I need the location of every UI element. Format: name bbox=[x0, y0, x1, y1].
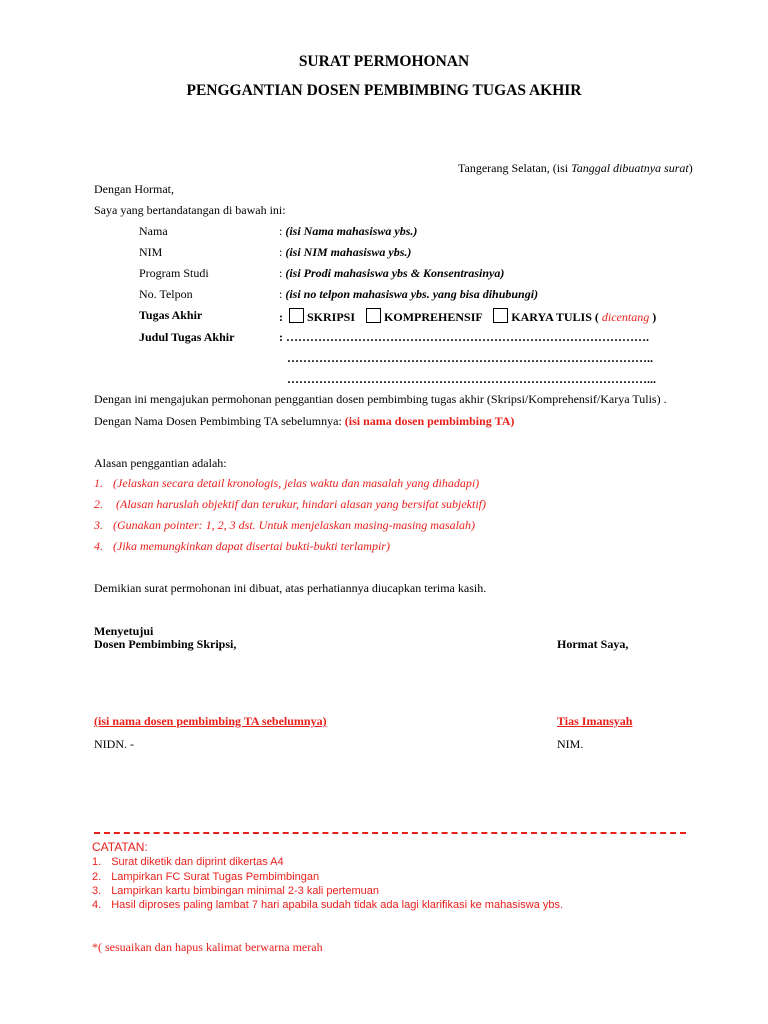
document-title: SURAT PERMOHONAN bbox=[298, 53, 470, 70]
footnote: *( sesuaikan dan hapus kalimat berwarna merah bbox=[92, 940, 323, 954]
judul-line-2: ……………………………………………………………………………….. bbox=[287, 351, 653, 365]
place-date-placeholder: Tanggal dibuatnya surat bbox=[571, 161, 689, 175]
option-karya-tulis: KARYA TULIS ( bbox=[511, 310, 599, 324]
place-date-suffix: ) bbox=[688, 161, 693, 175]
previous-dosen: Dengan Nama Dosen Pembimbing TA sebelumnya: (isi nama dosen pembimbing TA) bbox=[94, 414, 515, 428]
alasan-item: 1. (Jelaskan secara detail kronologis, jelas waktu dan masalah yang dihadapi) bbox=[94, 476, 480, 490]
document-subtitle: PENGGANTIAN DOSEN PEMBIMBING TUGAS AKHIR bbox=[186, 82, 582, 99]
previous-dosen-value: (isi nama dosen pembimbing TA) bbox=[344, 414, 515, 428]
judul-line-3: ………………………………………………………………………………... bbox=[287, 372, 656, 386]
field-value-prodi: : (isi Prodi mahasiswa ybs & Konsentrasinya) bbox=[279, 266, 505, 280]
option-komprehensif: KOMPREHENSIF bbox=[384, 310, 483, 324]
sign-right-line1: Hormat Saya, bbox=[557, 637, 629, 651]
sign-left-name: (isi nama dosen pembimbing TA sebelumnya) bbox=[94, 714, 327, 728]
judul-label: Judul Tugas Akhir bbox=[139, 330, 235, 344]
sign-left-line2: Dosen Pembimbing Skripsi, bbox=[94, 637, 237, 651]
field-value-nim: : (isi NIM mahasiswa ybs.) bbox=[279, 245, 412, 259]
dashed-divider bbox=[94, 832, 686, 834]
field-label-telpon: No. Telpon bbox=[139, 287, 193, 301]
alasan-item: 3. (Gunakan pointer: 1, 2, 3 dst. Untuk menjelaskan masing-masing masalah) bbox=[94, 518, 475, 532]
greeting: Dengan Hormat, bbox=[94, 182, 174, 196]
sign-right-id: NIM. bbox=[557, 737, 584, 751]
field-label-prodi: Program Studi bbox=[139, 266, 209, 280]
alasan-title: Alasan penggantian adalah: bbox=[94, 456, 227, 470]
tugas-akhir-label: Tugas Akhir bbox=[139, 308, 203, 322]
field-label-nim: NIM bbox=[139, 245, 163, 259]
checkbox-komprehensif[interactable] bbox=[366, 308, 381, 323]
request-text: Dengan ini mengajukan permohonan penggantian dosen pembimbing tugas akhir (Skripsi/Komprehensif/Karya Tulis) . bbox=[94, 392, 667, 406]
catatan-item: 4. Hasil diproses paling lambat 7 hari apabila sudah tidak ada lagi klarifikasi ke mahasiswa ybs. bbox=[92, 899, 564, 911]
checkbox-skripsi[interactable] bbox=[289, 308, 304, 323]
sign-right-name: Tias Imansyah bbox=[557, 714, 633, 728]
option-skripsi: SKRIPSI bbox=[307, 310, 356, 324]
sign-left-line1: Menyetujui bbox=[94, 624, 154, 638]
closing-text: Demikian surat permohonan ini dibuat, atas perhatiannya diucapkan terima kasih. bbox=[94, 581, 487, 595]
option-note: dicentang bbox=[601, 310, 650, 324]
catatan-item: 1. Surat diketik dan diprint dikertas A4 bbox=[92, 856, 284, 868]
catatan-title: CATATAN: bbox=[92, 840, 148, 854]
tugas-akhir-options: : SKRIPSI KOMPREHENSIF KARYA TULIS ( dicentang ) bbox=[279, 310, 657, 324]
alasan-item: 2. (Alasan haruslah objektif dan terukur, hindari alasan yang bersifat subjektif) bbox=[94, 497, 486, 511]
field-value-nama: : (isi Nama mahasiswa ybs.) bbox=[279, 224, 418, 238]
field-label-nama: Nama bbox=[139, 224, 168, 238]
catatan-item: 2. Lampirkan FC Surat Tugas Pembimbingan bbox=[92, 871, 320, 883]
place-date bbox=[458, 161, 693, 176]
place-date-prefix: Tangerang Selatan, (isi bbox=[458, 161, 572, 175]
intro-text: Saya yang bertandatangan di bawah ini: bbox=[94, 203, 286, 217]
field-value-telpon: : (isi no telpon mahasiswa ybs. yang bisa dihubungi) bbox=[279, 287, 539, 301]
judul-line-1: : ………………………………………………………………………………. bbox=[279, 330, 649, 344]
sign-left-id: NIDN. - bbox=[94, 737, 134, 751]
catatan-item: 3. Lampirkan kartu bimbingan minimal 2-3 kali pertemuan bbox=[92, 885, 379, 897]
alasan-item: 4. (Jika memungkinkan dapat disertai bukti-bukti terlampir) bbox=[94, 539, 390, 553]
checkbox-karya-tulis[interactable] bbox=[493, 308, 508, 323]
